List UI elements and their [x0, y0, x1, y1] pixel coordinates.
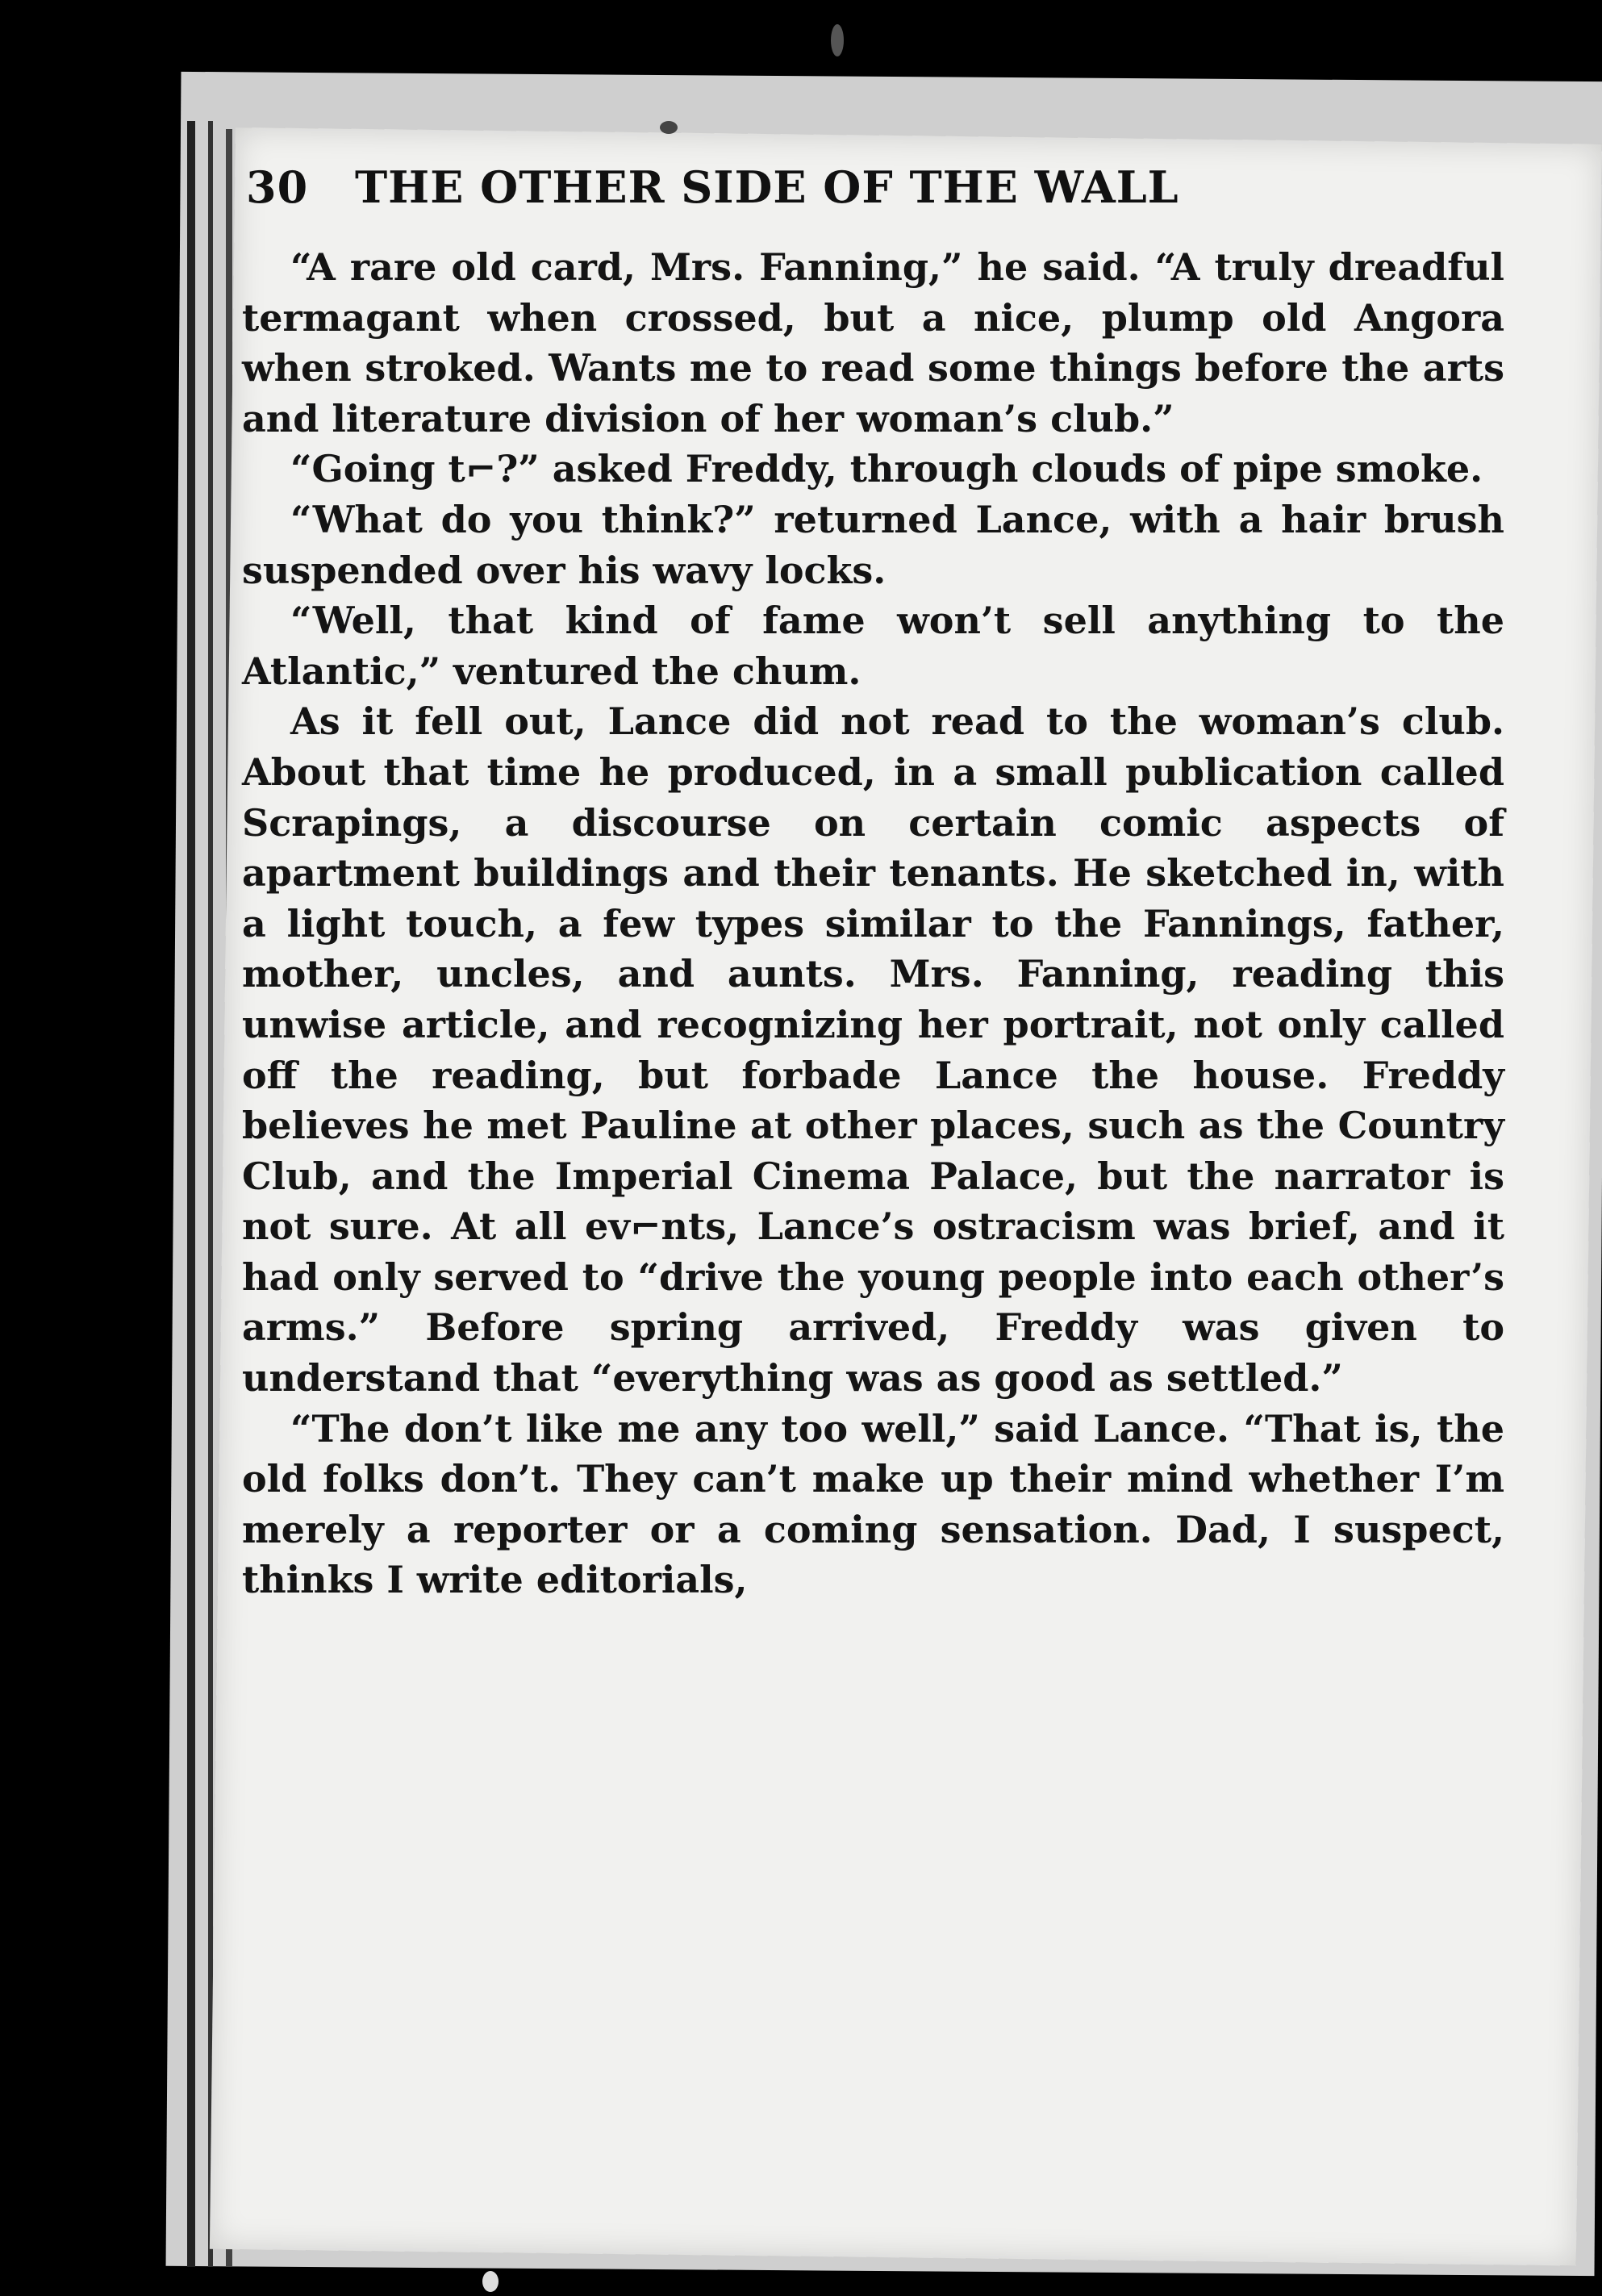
running-header [246, 161, 1424, 234]
page-number: 30 [246, 161, 309, 213]
paragraph: “A rare old card, Mrs. Fanning,” he said. “A truly dreadful termagant when crossed, but a nice, plump old Angora when stroked. Wants me to read some things before the arts and literature division of her woman’s club.” [242, 245, 1504, 440]
running-title: THE OTHER SIDE OF THE WALL [355, 161, 1179, 213]
paragraph: “The don’t like me any too well,” said Lance. “That is, the old folks don’t. They can’t make up their mind whether I’m merely a reporter or a coming sensation. Dad, I suspect, thinks I write editorials, [242, 1406, 1504, 1602]
scan-speck [482, 2271, 499, 2292]
body-text [242, 242, 1504, 1605]
paragraph: “Going t⌐?” asked Freddy, through clouds of pipe smoke. [290, 447, 1483, 491]
binding-edge-line [187, 121, 195, 2267]
binding-edge-line [208, 121, 213, 2267]
paragraph: As it fell out, Lance did not read to the woman’s club. About that time he produced, in a small publication called Scrapings, a discourse on certain comic aspects of apartment buildings and their tenants. He sketched in, with a light touch, a few types similar to the Fannings, father, mother, uncles, and aunts. Mrs. Fanning, reading this unwise article, and recognizing her portrait, not only called off the reading, but forbade Lance the house. Freddy believes he met Pauline at other places, such as the Country Club, and the Imperial Cinema Palace, but the narrator is not sure. At all ev⌐nts, Lance’s ostracism was brief, and it had only served to “drive the young people into each other’s arms.” Before spring arrived, Freddy was given to understand that “everything was as good as settled.” [242, 699, 1504, 1401]
scan-speck [660, 121, 678, 134]
scan-speck [831, 24, 844, 56]
paragraph: “Well, that kind of fame won’t sell anything to the Atlantic,” ventured the chum. [242, 599, 1504, 693]
paragraph: “What do you think?” returned Lance, with a hair brush suspended over his wavy locks. [242, 497, 1504, 592]
